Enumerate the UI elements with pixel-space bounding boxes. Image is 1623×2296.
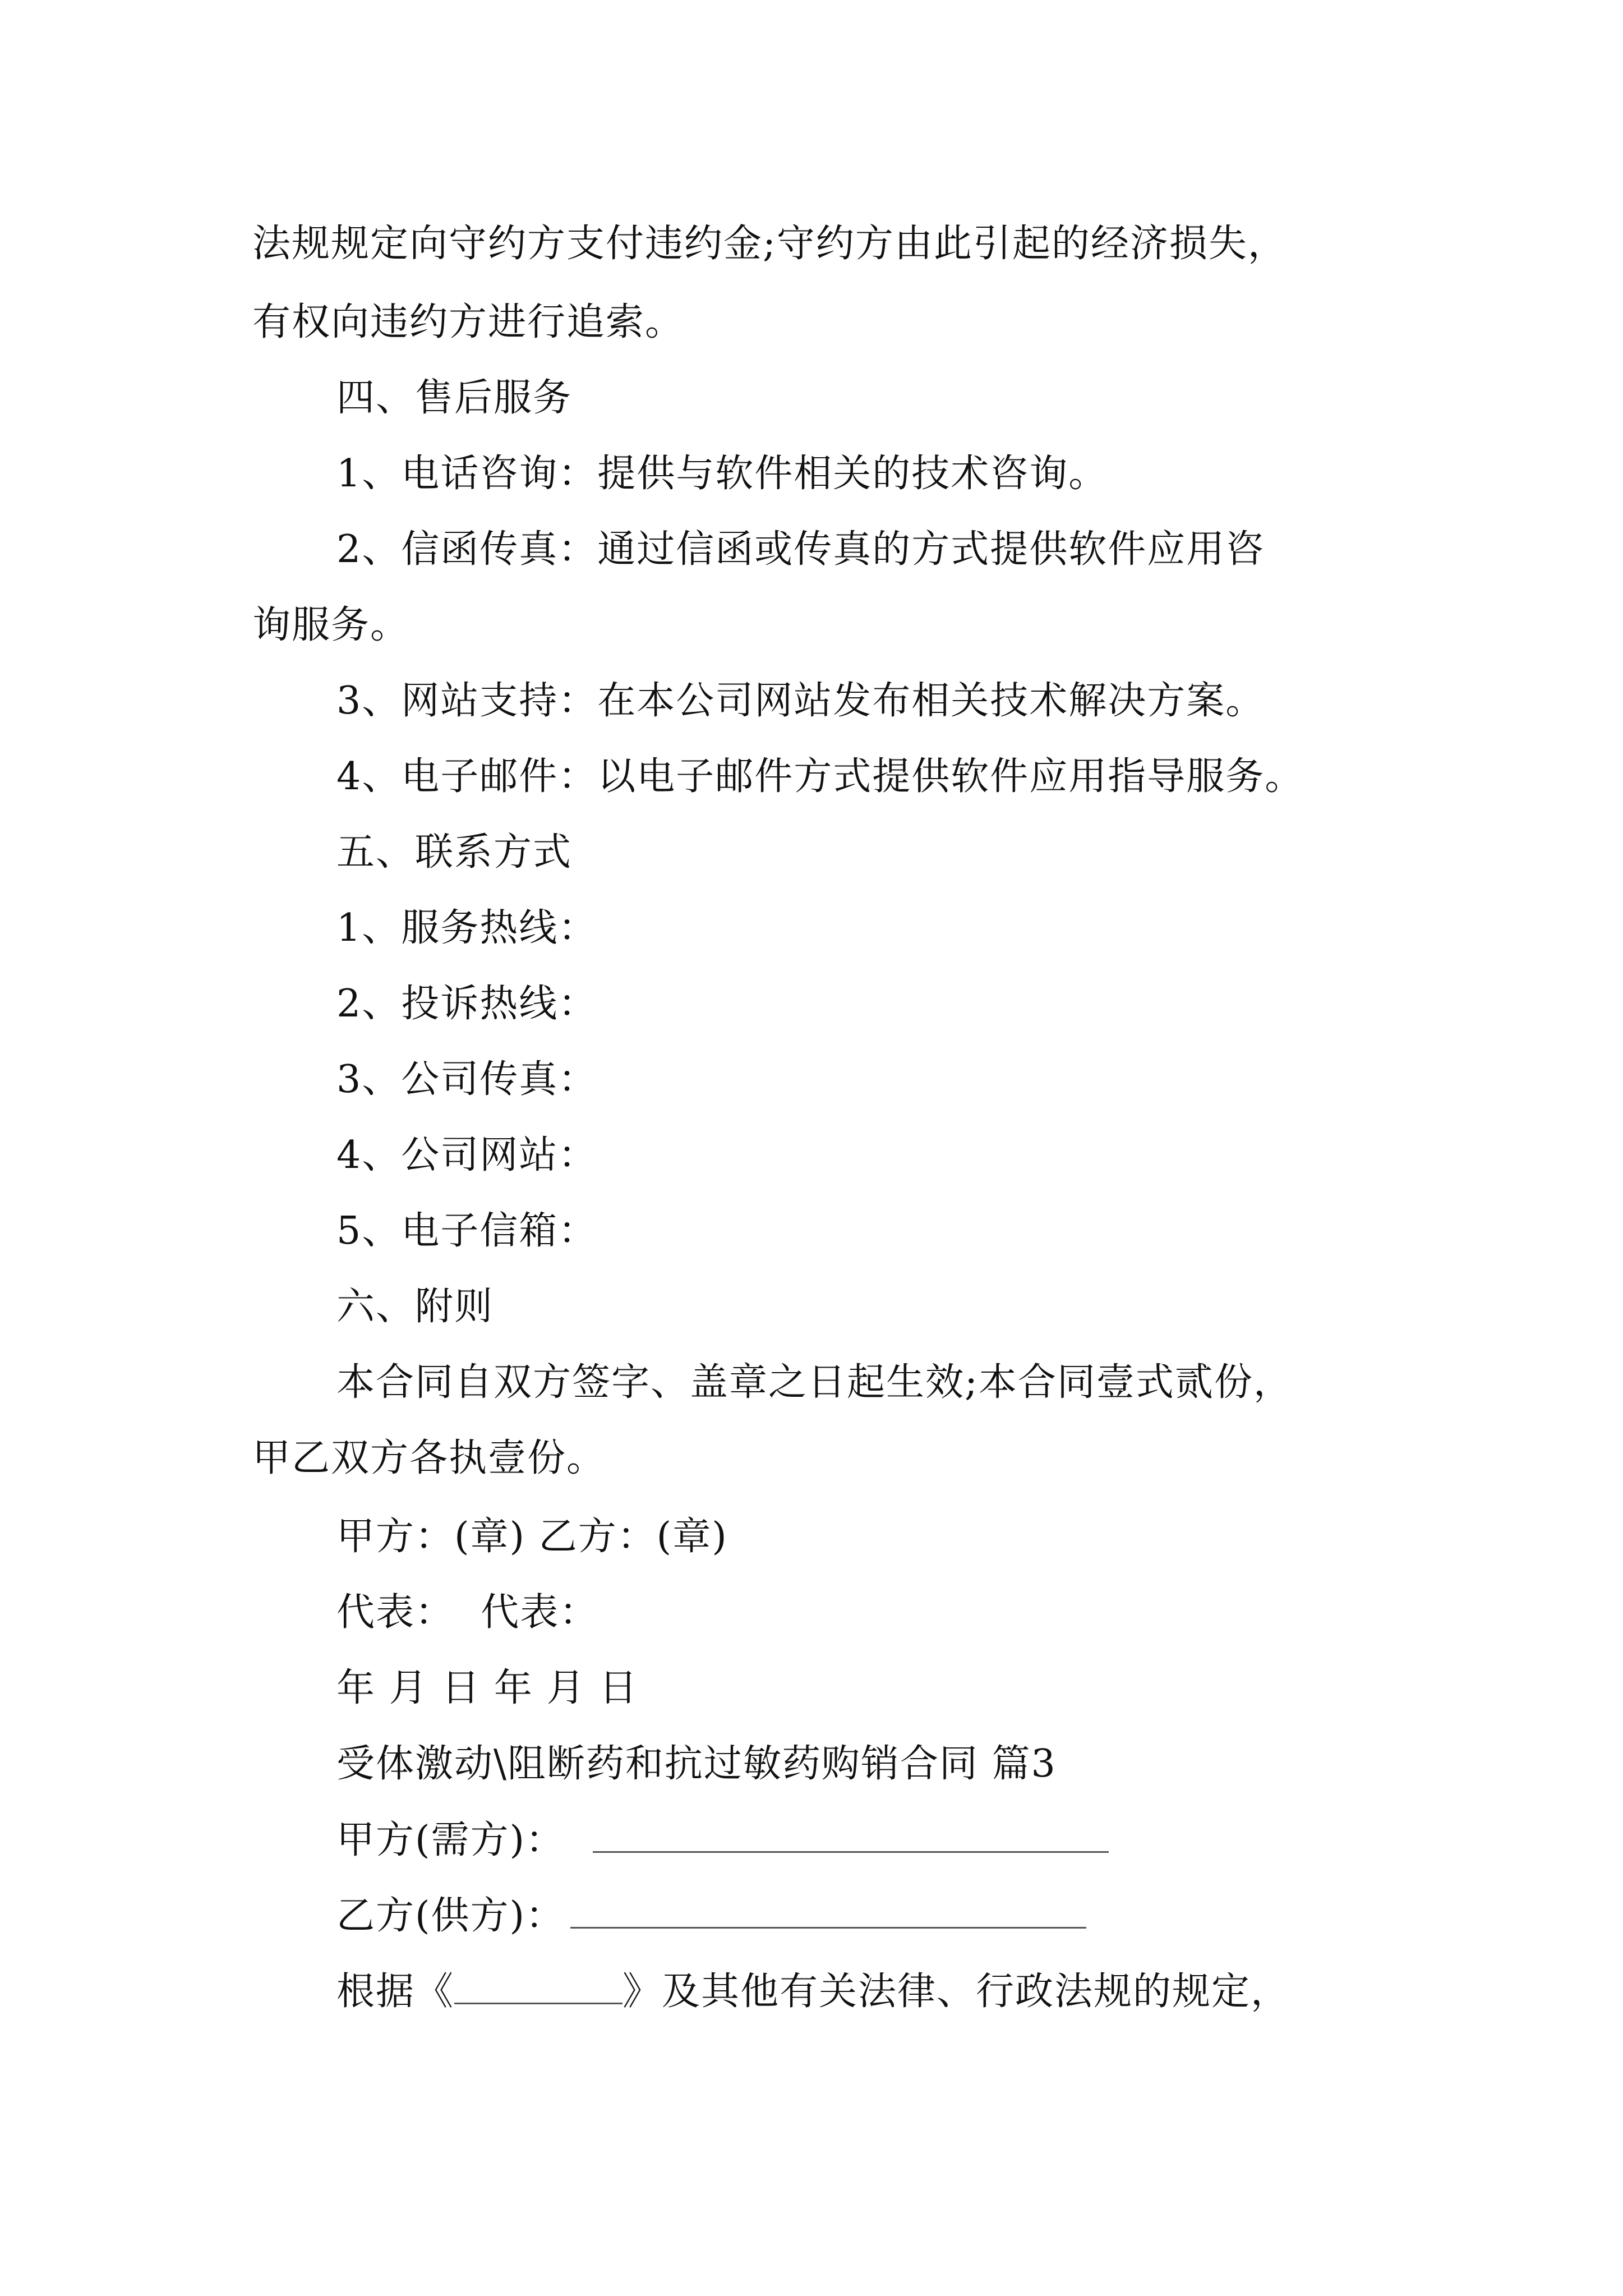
paragraph-line: 甲乙双方各执壹份。	[252, 1436, 606, 1480]
section-heading-supplementary: 六、附则	[336, 1285, 494, 1329]
signature-date-line: 年 月 日 年 月 日	[336, 1666, 639, 1710]
contract-title: 受体激动\阻断药和抗过敏药购销合同 篇3	[336, 1742, 1057, 1786]
list-item: 4、电子邮件：以电子邮件方式提供软件应用指导服务。	[336, 754, 1304, 799]
paragraph-line: 本合同自双方签字、盖章之日起生效;本合同壹式贰份，	[336, 1360, 1293, 1405]
signature-representative-line: 代表： 代表：	[336, 1590, 599, 1635]
list-item: 3、公司传真：	[336, 1057, 598, 1102]
list-item: 5、电子信箱：	[336, 1209, 598, 1253]
list-item: 2、信函传真：通过信函或传真的方式提供软件应用咨	[336, 527, 1265, 572]
list-item: 4、公司网站：	[336, 1133, 598, 1177]
list-item: 2、投诉热线：	[336, 982, 598, 1026]
section-heading-after-sales: 四、售后服务	[336, 376, 573, 420]
party-b-blank	[570, 1888, 1086, 1929]
basis-text-start: 根据《	[336, 1970, 455, 2014]
paragraph-line: 有权向违约方进行追索。	[252, 300, 685, 344]
list-item: 1、服务热线：	[336, 906, 598, 950]
party-b-line	[336, 1888, 1086, 1944]
paragraph-line: 法规规定向守约方支付违约金;守约方由此引起的经济损失，	[252, 222, 1287, 266]
paragraph-line: 询服务。	[252, 603, 410, 647]
section-heading-contact: 五、联系方式	[336, 830, 573, 875]
basis-line	[336, 1963, 1290, 2020]
party-b-label: 乙方(供方)：	[336, 1894, 565, 1938]
list-item: 1、电话咨询：提供与软件相关的技术咨询。	[336, 452, 1108, 496]
party-a-label: 甲方(需方)：	[336, 1818, 565, 1862]
basis-text-end: 》及其他有关法律、行政法规的规定，	[623, 1970, 1290, 2014]
law-name-blank	[454, 1963, 623, 2004]
signature-party-line: 甲方：(章) 乙方：(章)	[336, 1515, 728, 1559]
list-item: 3、网站支持：在本公司网站发布相关技术解决方案。	[336, 679, 1265, 723]
party-a-blank	[593, 1812, 1109, 1853]
party-a-line	[336, 1812, 1109, 1869]
